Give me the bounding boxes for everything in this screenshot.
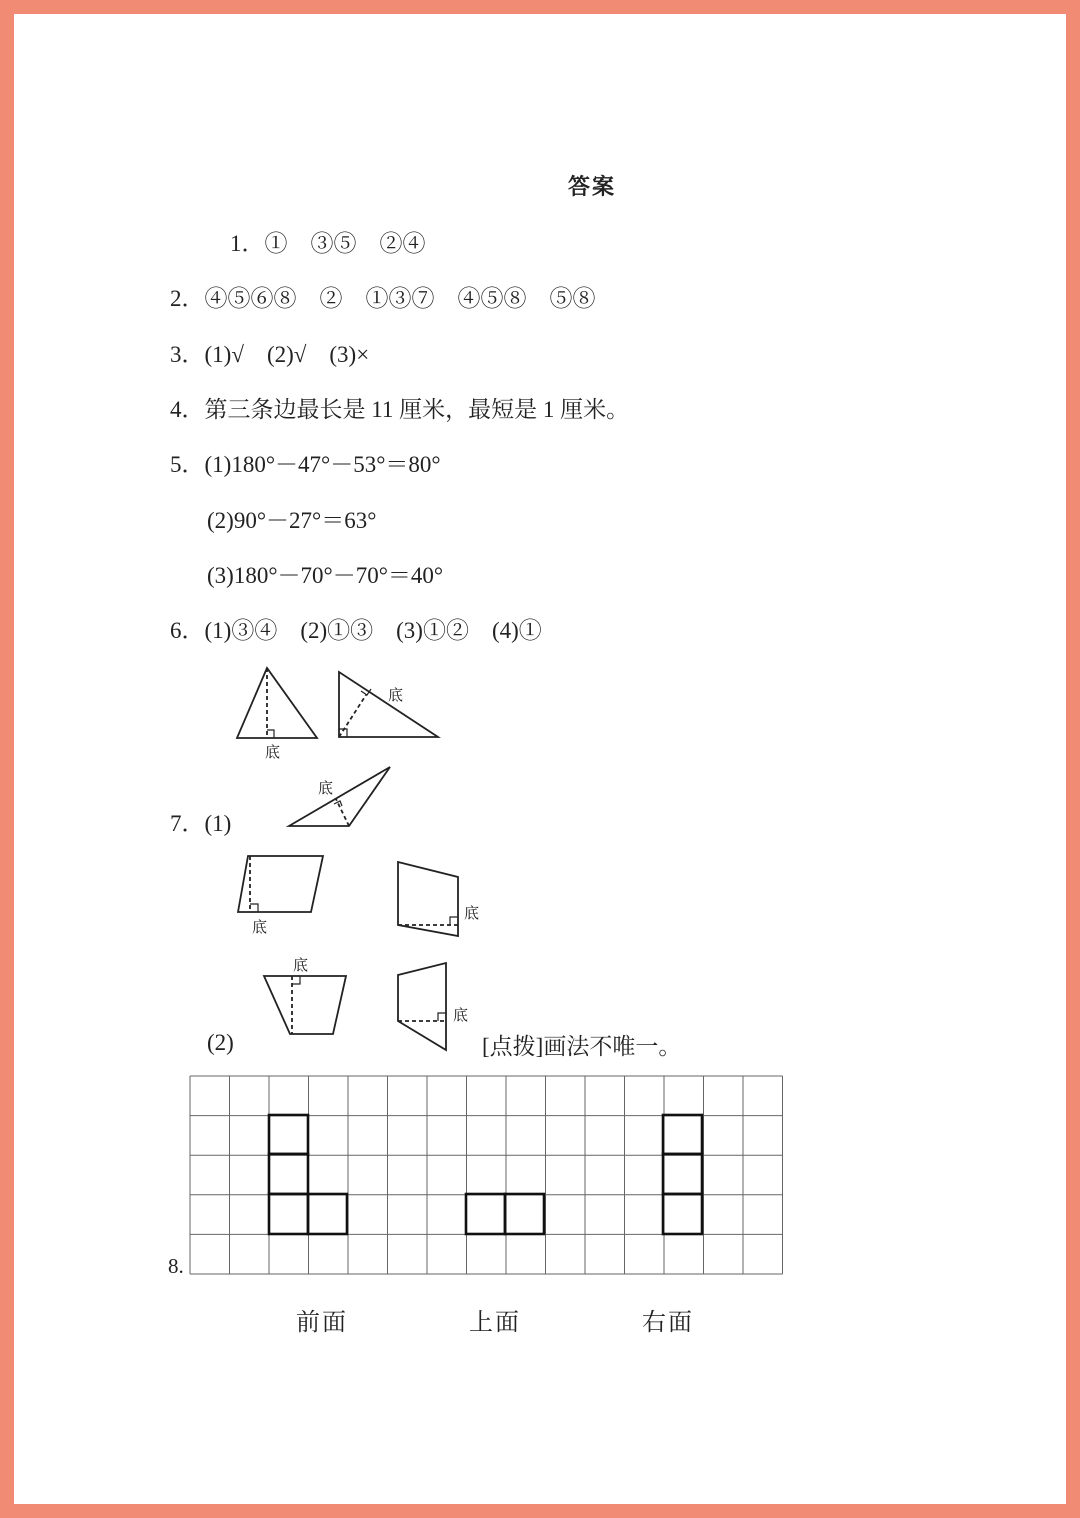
front-view-cell (269, 1194, 308, 1234)
base-label: 底 (453, 1006, 469, 1024)
answer-5-3: (3)180°－70°－70°＝40° (207, 563, 444, 588)
base-label: 底 (464, 904, 480, 922)
base-label: 底 (318, 779, 334, 797)
front-view-cell (269, 1115, 308, 1154)
base-label: 底 (293, 956, 309, 974)
base-label: 底 (388, 686, 404, 704)
right-view-cell (663, 1154, 702, 1194)
top-view-label: 上面 (469, 1310, 521, 1336)
page-title: 答案 (568, 175, 617, 200)
right-view-label: 右面 (642, 1310, 694, 1336)
right-view-cell (663, 1194, 702, 1234)
top-view-cell (466, 1194, 505, 1234)
base-label: 底 (265, 743, 281, 761)
answer-2: 2．④⑤⑥⑧ ② ①③⑦ ④⑤⑧ ⑤⑧ (170, 286, 596, 311)
answer-1: 1．① ③⑤ ②④ (230, 231, 426, 256)
answer-3: 3．(1)√ (2)√ (3)× (170, 342, 370, 367)
top-view-cell (505, 1194, 544, 1234)
answer-6: 6．(1)③④ (2)①③ (3)①② (4)① (170, 618, 542, 643)
front-view-cell (308, 1194, 347, 1234)
answer-7-note: [点拨]画法不唯一。 (482, 1034, 682, 1059)
answer-4: 4．第三条边最长是 11 厘米，最短是 1 厘米。 (170, 397, 630, 422)
answer-8: 8. (168, 1254, 184, 1278)
base-label: 底 (252, 918, 268, 936)
front-view-cell (269, 1154, 308, 1194)
front-view-label: 前面 (296, 1310, 348, 1336)
right-view-cell (663, 1115, 702, 1154)
answer-7-2: (2) (207, 1030, 234, 1055)
answer-5-2: (2)90°－27°＝63° (207, 508, 377, 533)
answer-7-1: 7．(1) (170, 811, 232, 836)
answer-5-1: 5．(1)180°－47°－53°＝80° (170, 452, 441, 477)
